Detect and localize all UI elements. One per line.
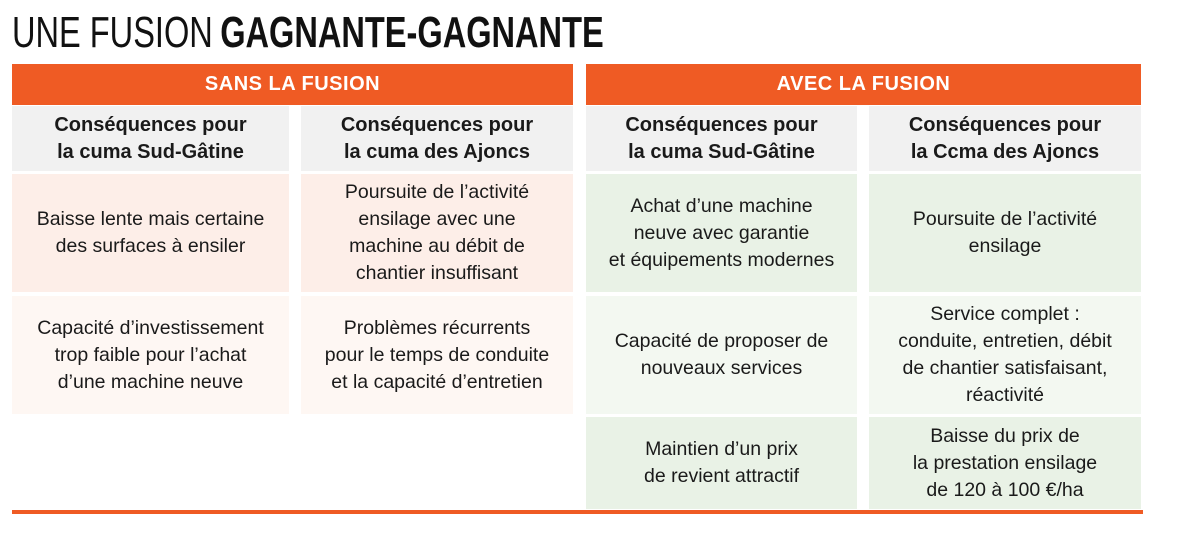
column-header-sans-ajoncs: Conséquences pour la cuma des Ajoncs [301,106,573,171]
title-light: UNE FUSION [12,8,213,57]
table-cell: Capacité de proposer de nouveaux services [586,296,857,414]
column-header-avec-ajoncs: Conséquences pour la Ccma des Ajoncs [869,106,1141,171]
column-header-avec-sud-gatine: Conséquences pour la cuma Sud-Gâtine [586,106,857,171]
table-cell: Baisse du prix de la prestation ensilage de 120 à 100 €/ha [869,417,1141,509]
column-header-sans-sud-gatine: Conséquences pour la cuma Sud-Gâtine [12,106,289,171]
table-cell: Poursuite de l’activité ensilage [869,174,1141,292]
table-cell: Problèmes récurrents pour le temps de conduite et la capacité d’entretien [301,296,573,414]
table-cell: Service complet : conduite, entretien, débit de chantier satisfaisant, réactivité [869,296,1141,414]
section-header-with-merger: AVEC LA FUSION [586,64,1141,105]
table-cell: Baisse lente mais certaine des surfaces à ensiler [12,174,289,292]
section-header-without-merger: SANS LA FUSION [12,64,573,105]
table-cell: Achat d’une machine neuve avec garantie et équipements modernes [586,174,857,292]
table-cell: Poursuite de l’activité ensilage avec une machine au débit de chantier insuffisant [301,174,573,292]
bottom-divider [12,510,1143,514]
title-bold: GAGNANTE-GAGNANTE [220,8,604,57]
page-title [12,8,604,57]
table-cell: Maintien d’un prix de revient attractif [586,417,857,509]
table-cell: Capacité d’investissement trop faible pour l’achat d’une machine neuve [12,296,289,414]
